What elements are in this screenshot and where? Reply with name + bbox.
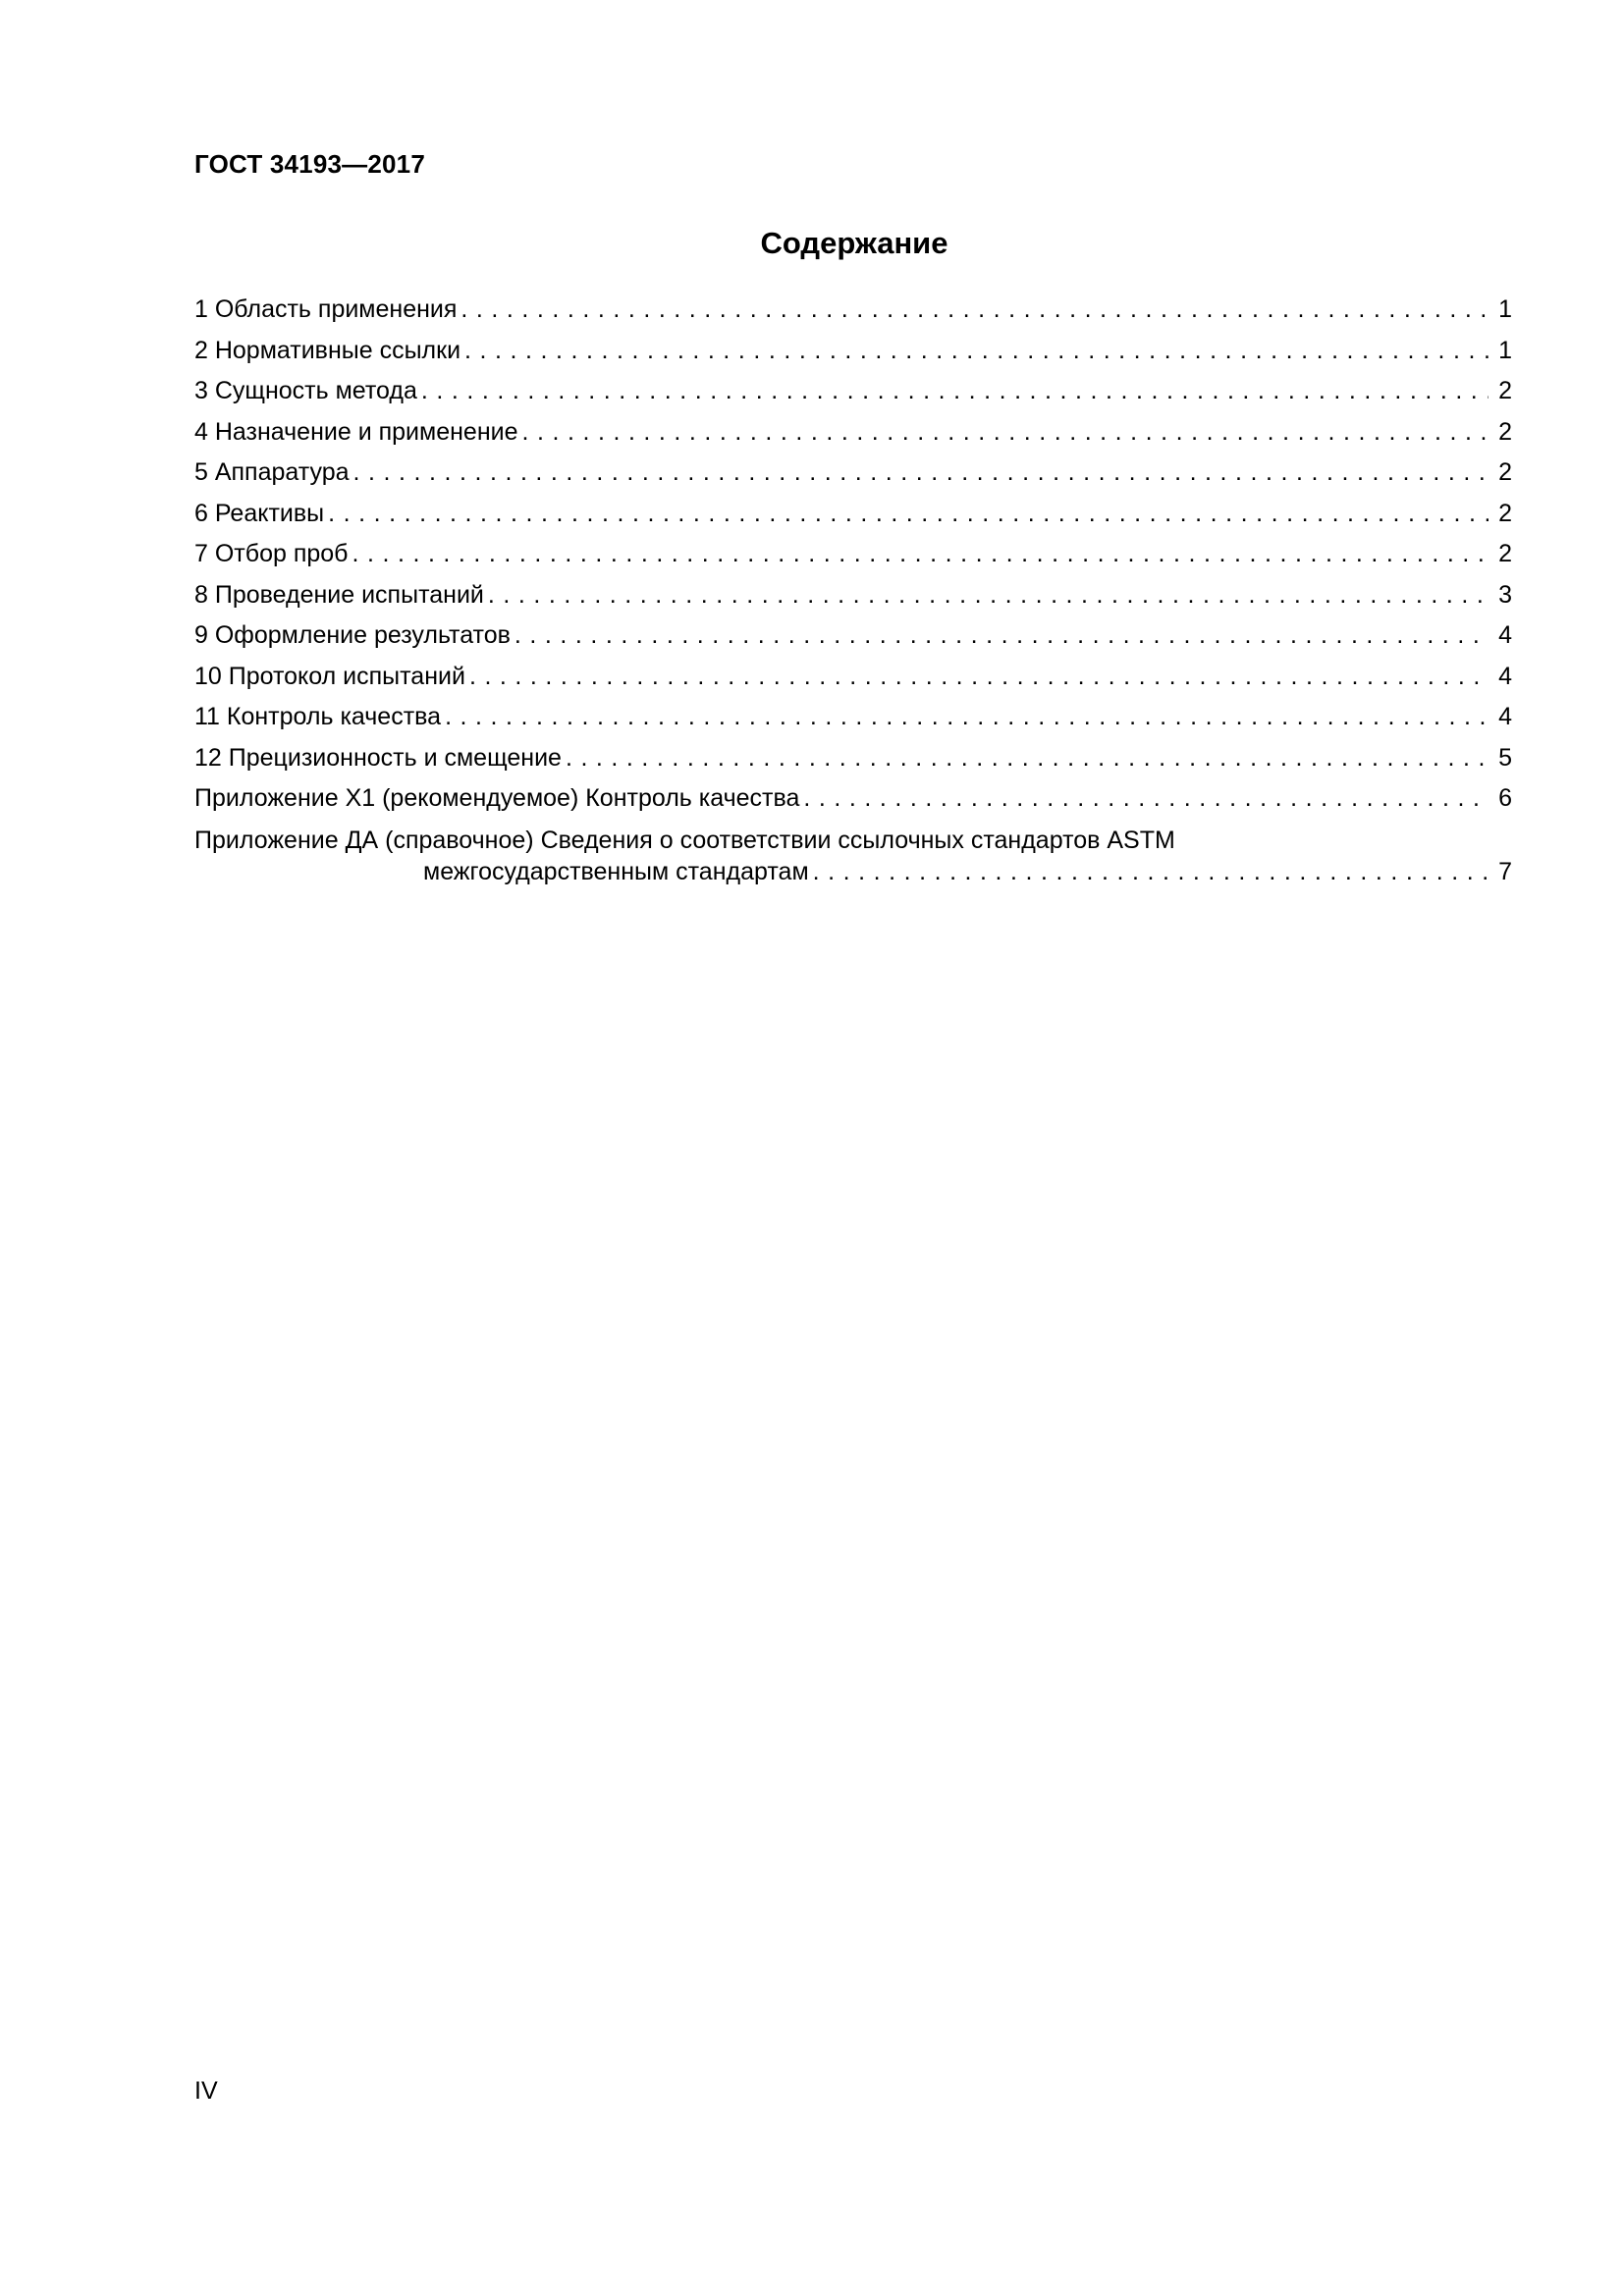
toc-entry[interactable] — [194, 579, 1512, 620]
dot-leader — [460, 294, 1489, 325]
toc-list — [194, 294, 1512, 887]
dot-leader — [421, 375, 1489, 406]
toc-entry-appendix-da[interactable] — [194, 825, 1512, 887]
toc-entry-label: 11 Контроль качества — [194, 703, 442, 730]
toc-entry-page: 1 — [1498, 336, 1512, 364]
toc-entry-label: 9 Оформление результатов — [194, 621, 511, 649]
dot-leader — [352, 538, 1489, 569]
toc-entry[interactable] — [194, 701, 1512, 742]
toc-entry-label: Приложение ДА (справочное) Сведения о соответствии ссылочных стандартов ASTM — [194, 826, 1175, 854]
document-code: ГОСТ 34193—2017 — [194, 149, 425, 179]
toc-entry[interactable] — [194, 375, 1512, 416]
toc-entry-page: 3 — [1498, 580, 1512, 609]
toc-entry-label-continued: межгосударственным стандартам — [423, 857, 809, 885]
toc-entry-label: 8 Проведение испытаний — [194, 580, 484, 609]
dot-leader — [469, 661, 1489, 692]
toc-entry-page: 2 — [1498, 417, 1512, 446]
toc-entry-label: 3 Сущность метода — [194, 377, 417, 404]
toc-entry-label: Приложение Х1 (рекомендуемое) Контроль качества — [194, 784, 800, 812]
toc-entry-page: 6 — [1498, 784, 1512, 812]
toc-entry[interactable] — [194, 538, 1512, 579]
toc-entry-label: 5 Аппаратура — [194, 458, 350, 486]
toc-entry-label: 12 Прецизионность и смещение — [194, 743, 562, 772]
dot-leader — [803, 782, 1489, 814]
toc-entry-label: 7 Отбор проб — [194, 540, 349, 567]
toc-entry[interactable] — [194, 619, 1512, 661]
toc-title: Содержание — [760, 226, 948, 260]
toc-entry[interactable] — [194, 416, 1512, 457]
toc-entry[interactable] — [194, 782, 1512, 824]
dot-leader — [522, 416, 1489, 448]
toc-entry-continuation — [194, 856, 1512, 887]
toc-entry-page: 2 — [1498, 458, 1512, 486]
toc-entry-page: 4 — [1498, 621, 1512, 649]
toc-entry-page: 4 — [1498, 662, 1512, 690]
page-number: IV — [194, 2077, 218, 2105]
toc-entry[interactable] — [194, 456, 1512, 498]
toc-entry-page: 2 — [1498, 540, 1512, 567]
toc-entry-page: 4 — [1498, 703, 1512, 730]
toc-entry-page: 7 — [1498, 857, 1512, 885]
toc-entry[interactable] — [194, 742, 1512, 783]
toc-entry-label: 2 Нормативные ссылки — [194, 336, 461, 364]
toc-entry[interactable] — [194, 661, 1512, 702]
dot-leader — [813, 856, 1489, 887]
toc-entry-page: 1 — [1498, 295, 1512, 323]
dot-leader — [328, 498, 1489, 529]
toc-entry-label: 1 Область применения — [194, 295, 458, 323]
dot-leader — [353, 456, 1489, 488]
toc-entry-label: 10 Протокол испытаний — [194, 662, 465, 690]
toc-entry-page: 2 — [1498, 499, 1512, 527]
dot-leader — [464, 335, 1489, 366]
toc-entry-label: 6 Реактивы — [194, 499, 325, 527]
dot-leader — [514, 619, 1489, 651]
toc-entry-label: 4 Назначение и применение — [194, 417, 518, 446]
toc-entry-page: 2 — [1498, 377, 1512, 404]
toc-entry[interactable] — [194, 498, 1512, 539]
toc-entry-page: 5 — [1498, 743, 1512, 772]
dot-leader — [566, 742, 1489, 774]
dot-leader — [445, 701, 1489, 732]
toc-entry[interactable] — [194, 294, 1512, 335]
toc-entry[interactable] — [194, 335, 1512, 376]
dot-leader — [488, 579, 1489, 611]
